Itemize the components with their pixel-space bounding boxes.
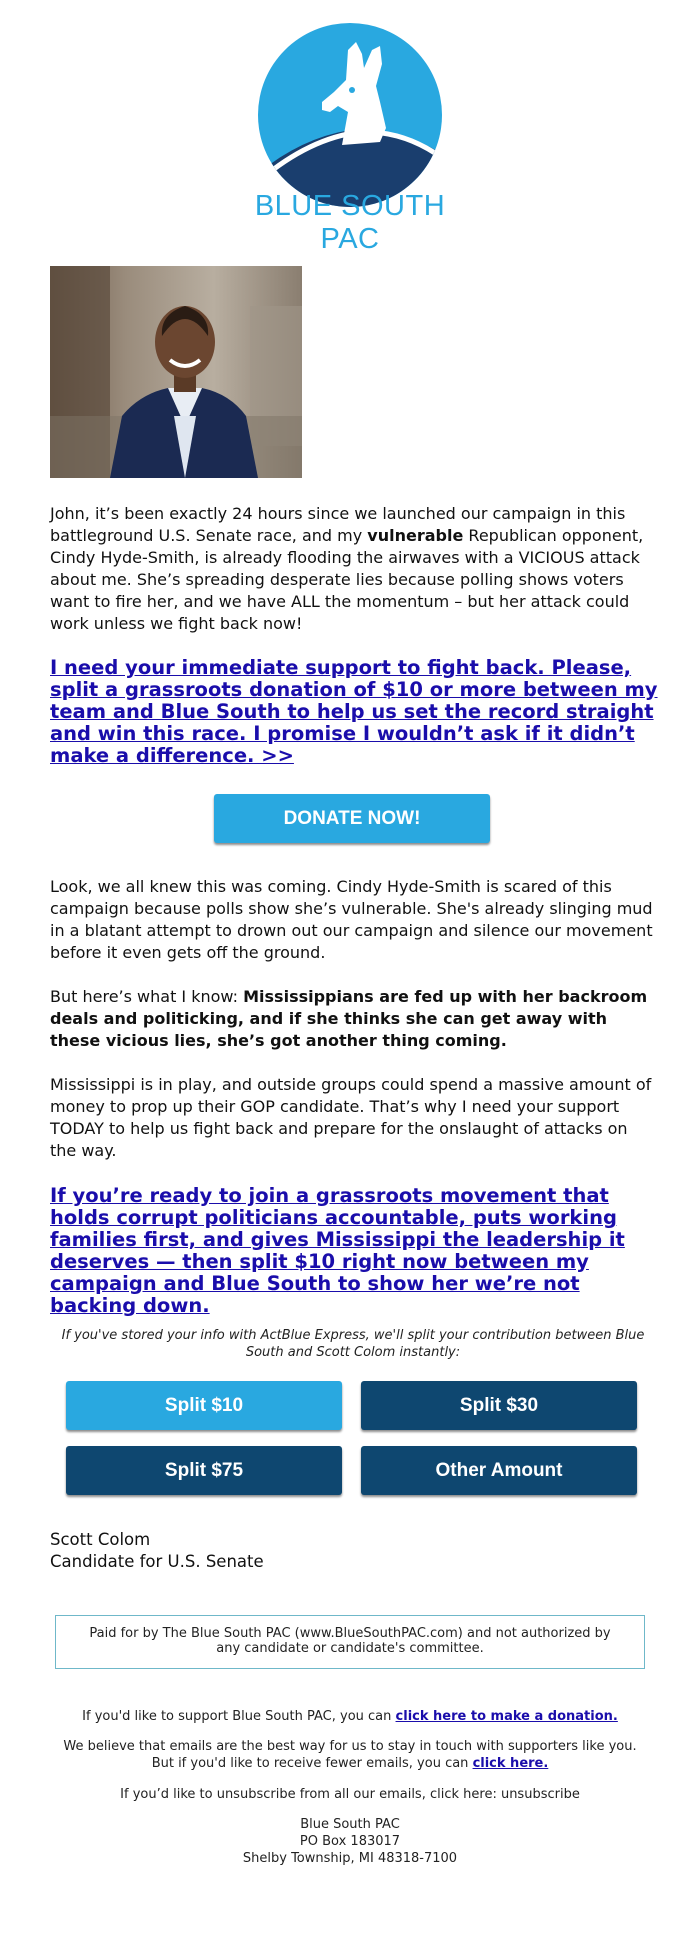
grassroots-appeal-link[interactable]: If you’re ready to join a grassroots movement that holds corrupt politicians accountable, puts working families first, and gives Mississippi the leadership it deserves — then split $10 right now between my campaign and Blue South to show her we’re not backing down.	[50, 1184, 625, 1317]
footer-support-text: If you'd like to support Blue South PAC, you can	[82, 1709, 396, 1724]
split-10-button[interactable]: Split $10	[66, 1381, 342, 1430]
actblue-express-note: If you've stored your info with ActBlue Express, we'll split your contribution between Blue South and Scott Colom instantly:	[61, 1328, 645, 1360]
signature-title: Candidate for U.S. Senate	[50, 1552, 264, 1571]
fewer-emails-link[interactable]: click here.	[472, 1756, 549, 1771]
other-amount-button[interactable]: Other Amount	[361, 1446, 637, 1495]
mississippians-text-a: But here’s what I know:	[50, 987, 244, 1006]
intro-text-c: Republican opponent, Cindy Hyde-Smith, is already flooding the airwaves with a VICIOUS attack about me. She’s spreading desperate lies because polling shows voters want to fire her, and we have ALL the momentum – but her attack could work unless we fight back now!	[50, 526, 644, 633]
attack-paragraph: Look, we all knew this was coming. Cindy Hyde-Smith is scared of this campaign because polls show she’s vulnerable. She's already slinging mud in a blatant attempt to drown out our campaign and silence our movement before it even gets off the ground.	[50, 877, 653, 962]
address-line-1: Blue South PAC	[300, 1817, 400, 1832]
footer-support-line	[60, 1708, 640, 1725]
signature	[50, 1529, 264, 1573]
intro-text-bold: vulnerable	[367, 526, 464, 545]
footer-address	[60, 1816, 640, 1867]
split-30-button[interactable]: Split $30	[361, 1381, 637, 1430]
paid-for-disclaimer: Paid for by The Blue South PAC (www.BlueSouthPAC.com) and not authorized by any candidate or candidate's committee.	[55, 1615, 645, 1669]
mississippians-text-bold: Mississippians are fed up with her backroom deals and politicking, and if she thinks she can get away with these vicious lies, she’s got another thing coming.	[50, 987, 648, 1050]
mississippians-paragraph	[50, 986, 656, 1052]
signature-name: Scott Colom	[50, 1530, 151, 1549]
split-75-button[interactable]: Split $75	[66, 1446, 342, 1495]
address-line-2: PO Box 183017	[299, 1834, 401, 1849]
donate-now-button[interactable]: DONATE NOW!	[214, 794, 490, 843]
candidate-photo	[50, 266, 302, 478]
footer-emails-line	[60, 1738, 640, 1772]
intro-text-a: John, it’s been exactly 24 hours since we launched our campaign in this battleground U.S. Senate race, and my	[50, 504, 626, 545]
donation-footer-link[interactable]: click here to make a donation.	[395, 1709, 618, 1724]
footer-unsubscribe-line[interactable]: If you’d like to unsubscribe from all our emails, click here: unsubscribe	[120, 1787, 580, 1802]
donation-appeal-link[interactable]: I need your immediate support to fight back. Please, split a grassroots donation of $10 or more between my team and Blue South to help us set the record straight and win this race. I promise I wouldn’t ask if it didn’t make a difference. >>	[50, 656, 658, 767]
footer-emails-text: We believe that emails are the best way for us to stay in touch with supporters like you. But if you'd like to receive fewer emails, you can	[63, 1739, 637, 1771]
in-play-paragraph: Mississippi is in play, and outside groups could spend a massive amount of money to prop up their GOP candidate. That’s why I need your support TODAY to help us fight back and prepare for the onslaught of attacks on the way.	[50, 1075, 652, 1160]
logo-text: BLUE SOUTH PAC	[254, 190, 446, 255]
intro-paragraph	[50, 503, 656, 635]
address-line-3: Shelby Township, MI 48318-7100	[242, 1851, 458, 1866]
logo[interactable]	[230, 20, 470, 255]
